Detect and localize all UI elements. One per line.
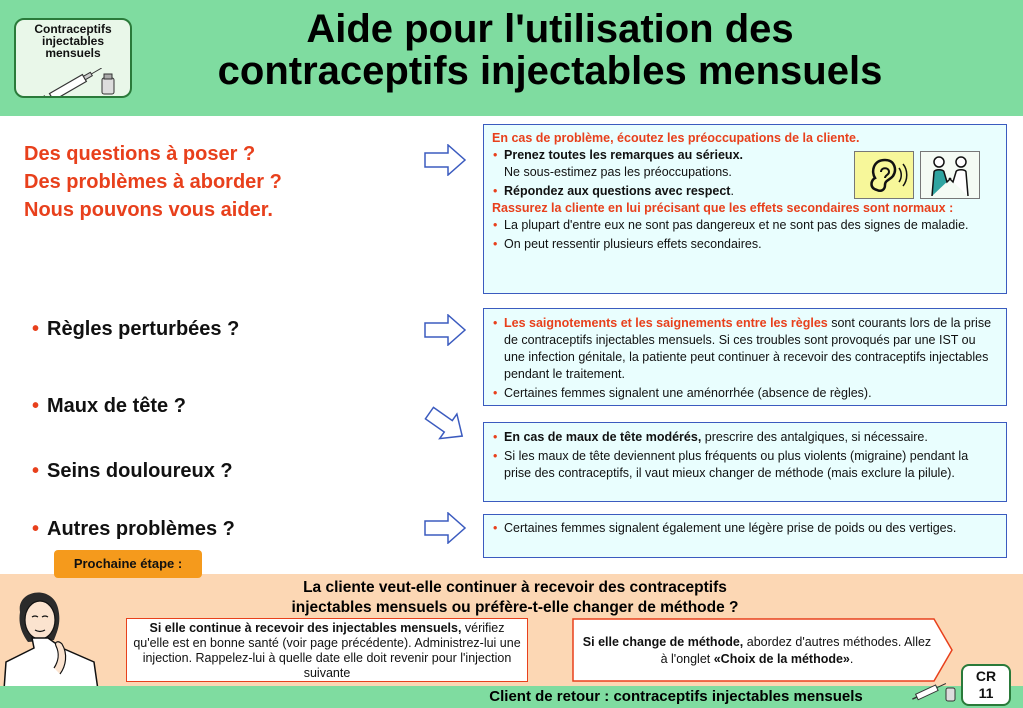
logo-label: Contraceptifs injectables mensuels — [34, 22, 112, 60]
headache-box — [483, 422, 1007, 502]
page-tab-badge[interactable] — [961, 664, 1011, 706]
list-item: • Les saignotements et les saignements entre les règles sont courants lors de la prise de contraceptifs injectables mensuels. Si ces troubles sont provoqués par une IST ou une infection génitale, la patiente peut continuer à recevoir des contraceptifs injectables pendant le traitement. — [492, 315, 998, 383]
list-item: • Répondez aux questions avec respect. — [492, 183, 998, 200]
intro-text: Des questions à poser ? Des problèmes à aborder ? Nous pouvons vous aider. — [24, 143, 282, 221]
list-item: • Certaines femmes signalent une aménorrhée (absence de règles). — [492, 385, 998, 402]
ear-icon — [854, 151, 914, 199]
footer-bar — [0, 686, 1023, 708]
list-item: • Si les maux de tête deviennent plus fréquents ou plus violents (migraine) pendant la prise des contraceptifs, il vaut mieux changer de méthode (mais exclure la pilule). — [492, 448, 998, 482]
tab-number: 11 — [978, 685, 994, 701]
next-step-label: Prochaine étape : — [54, 550, 202, 578]
list-item: • On peut ressentir plusieurs effets secondaires. — [492, 236, 998, 253]
continue-method-box: Si elle continue à recevoir des injectables mensuels, vérifiez qu'elle est en bonne santé (voir page précédente). Administrez-lui une injection. Rappelez-lui à quelle date elle doit revenir pour l'injection suivante — [126, 618, 528, 682]
page-title: Aide pour l'utilisation des contraceptifs injectables mensuels — [217, 7, 883, 93]
arrow-right-icon — [424, 512, 466, 544]
list-item: • La plupart d'entre eux ne sont pas dangereux et ne sont pas des signes de maladie. — [492, 217, 998, 234]
question-periods: • Règles perturbées ? — [32, 318, 240, 340]
tab-code: CR — [975, 668, 997, 684]
question-other: • Autres problèmes ? — [32, 518, 235, 540]
list-item: • Certaines femmes signalent également une légère prise de poids ou des vertiges. — [492, 520, 998, 537]
other-problems-box — [483, 514, 1007, 558]
next-step-panel — [0, 574, 1023, 686]
periods-box — [483, 308, 1007, 406]
list-item: • En cas de maux de tête modérés, prescrire des antalgiques, si nécessaire. — [492, 429, 998, 446]
arrow-right-icon — [424, 144, 466, 176]
arrow-down-right-icon — [424, 404, 468, 444]
arrow-right-icon — [424, 314, 466, 346]
concerns-box — [483, 124, 1007, 294]
change-method-text: Si elle change de méthode, abordez d'autres méthodes. Allez à l'onglet «Choix de la méthode». — [582, 635, 932, 666]
list-item-sub: Ne sous-estimez pas les préoccupations. — [504, 165, 732, 179]
question-headache: • Maux de tête ? — [32, 395, 186, 417]
header-banner — [0, 0, 1023, 116]
woman-thinking-icon — [2, 582, 122, 690]
next-step-question: La cliente veut-elle continuer à recevoir des contraceptifs injectables mensuels ou préfère-t-elle changer de méthode ? — [291, 579, 739, 616]
footer-title: Client de retour : contraceptifs injectables mensuels — [489, 688, 863, 705]
question-breasts: • Seins douloureux ? — [32, 460, 233, 482]
section-logo — [14, 18, 132, 98]
list-item: • Prenez toutes les remarques au sérieux. Ne sous-estimez pas les préoccupations. — [492, 147, 998, 181]
reassure-heading: Rassurez la cliente en lui précisant que les effets secondaires sont normaux : — [492, 201, 954, 215]
syringe-icon — [40, 68, 120, 96]
change-method-box — [572, 618, 954, 687]
consultation-icon — [920, 151, 980, 199]
concerns-heading: En cas de problème, écoutez les préoccupations de la cliente. — [492, 131, 860, 145]
syringe-icon — [910, 678, 958, 704]
method-choice-link[interactable]: «Choix de la méthode» — [713, 652, 850, 666]
